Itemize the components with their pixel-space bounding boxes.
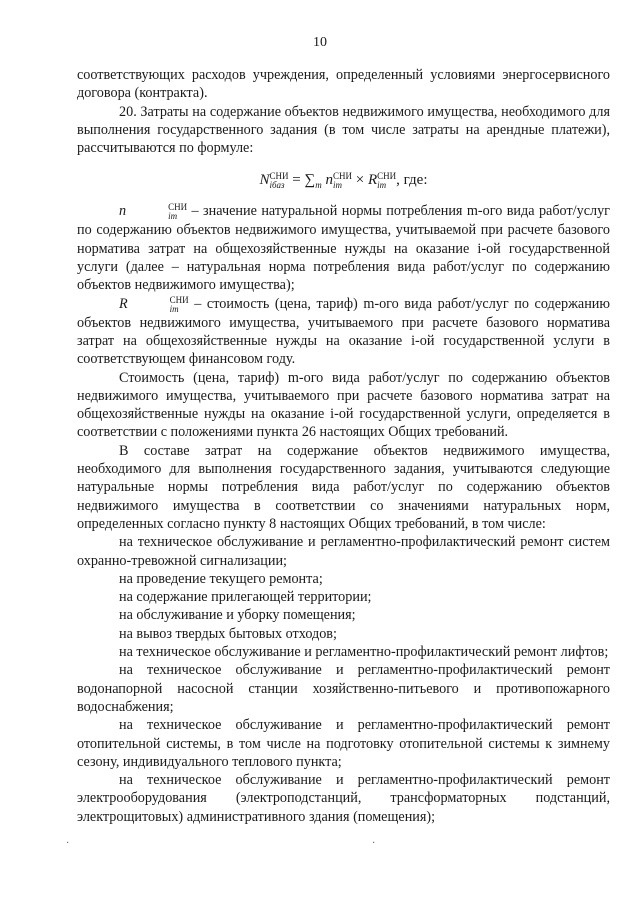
formula-r-sub: im [377, 180, 387, 191]
document-body [77, 66, 610, 826]
def-r-sup: СНИ [169, 294, 189, 305]
formula-r-sup: СНИ [377, 171, 397, 182]
def-r-text: – стоимость (цена, тариф) m-ого вида работ/услуг по содержанию объектов недвижимого имущества, учитываемого при расчете базового норматива затрат на общехозяйственные нужды на оказание i-ой государственной услуги в соответствующем финансовом году. [77, 295, 610, 368]
def-r-var: R [119, 295, 128, 312]
list-item: на техническое обслуживание и регламентно-профилактический ремонт электрооборудования (электроподстанций, трансформаторных подстанций, электрощитовых) административного здания (помещения); [77, 772, 610, 825]
def-r-indices [128, 296, 189, 314]
list-item: на техническое обслуживание и регламентно-профилактический ремонт водонапорной насосной станции хозяйственно-питьевого и противопожарного водоснабжения; [77, 662, 610, 715]
formula-lhs-sub: iбаз [269, 180, 285, 191]
definition-r [77, 295, 610, 369]
def-r-sub: im [169, 303, 179, 314]
formula-r-indices [377, 172, 396, 190]
paragraph-composition: В составе затрат на содержание объектов недвижимого имущества, необходимого для выполнения государственного задания, учитываются следующие натуральные нормы потребления вида работ/услуг по содержанию объектов недвижимого имущества в соответствии со значениями натуральных норм, определенных согласно пункту 8 настоящих Общих требований, в том числе: [77, 442, 610, 532]
list-item: на техническое обслуживание и регламентно-профилактический ремонт лифтов; [119, 644, 609, 661]
def-n-text: – значение натуральной нормы потребления m-ого вида работ/услуг по содержанию объектов недвижимого имущества, учитываемой при расчете базового норматива затрат на общехозяйственные нужды на оказание i-ой государственной услуги (далее – натуральная норма потребления вида работ/услуг по содержанию объектов недвижимого имущества); [77, 203, 610, 294]
page-number: 10 [313, 35, 327, 50]
list-item: на техническое обслуживание и регламентно-профилактический ремонт систем охранно-тревожной сигнализации; [77, 534, 610, 569]
formula-n-var: n [325, 172, 333, 189]
list-item: на содержание прилегающей территории; [119, 589, 372, 606]
paragraph-20: 20. Затраты на содержание объектов недвижимого имущества, необходимого для выполнения государственного задания (в том числе затраты на арендные платежи), рассчитываются по формуле: [77, 103, 610, 157]
formula-n-sub: im [332, 180, 342, 191]
formula-r-var: R [367, 172, 378, 189]
paragraph-cost: Стоимость (цена, тариф) m-ого вида работ/услуг по содержанию объектов недвижимого имущества, учитываемого при расчете базового норматива затрат на общехозяйственные нужды на оказание i-ой государственной услуги, определяется в соответствии с положениями пункта 26 настоящих Общих требований. [77, 369, 610, 441]
paragraph-continuation: соответствующих расходов учреждения, определенный условиями энергосервисного договора (контракта). [77, 67, 610, 102]
formula-lhs-sup: СНИ [269, 171, 289, 182]
list-item: на обслуживание и уборку помещения; [119, 607, 356, 624]
formula-equals: = [288, 172, 305, 189]
def-n-sub: im [168, 211, 178, 222]
formula-sum-sub: m [315, 180, 322, 191]
list-item: на проведение текущего ремонта; [119, 570, 323, 587]
scan-speck: · [372, 838, 376, 849]
def-n-indices [126, 203, 187, 221]
formula-lhs-indices [270, 172, 289, 190]
formula-lhs-var: N [259, 172, 270, 189]
def-n-sup: СНИ [168, 202, 188, 213]
formula-n-indices [333, 172, 352, 190]
list-item: на вывоз твердых бытовых отходов; [119, 625, 337, 642]
definition-n [77, 202, 610, 294]
list-item: на техническое обслуживание и регламентно-профилактический ремонт отопительной системы, в том числе на подготовку отопительной системы к зимнему сезону, индивидуального теплового пункта; [77, 717, 610, 770]
formula-tail: , где: [396, 172, 428, 189]
def-n-var: n [119, 203, 127, 220]
formula [77, 171, 610, 190]
formula-times: × [351, 172, 368, 189]
formula-n-sup: СНИ [332, 171, 352, 182]
scan-speck: · [66, 838, 70, 849]
formula-sum-sign: ∑ [304, 172, 316, 189]
